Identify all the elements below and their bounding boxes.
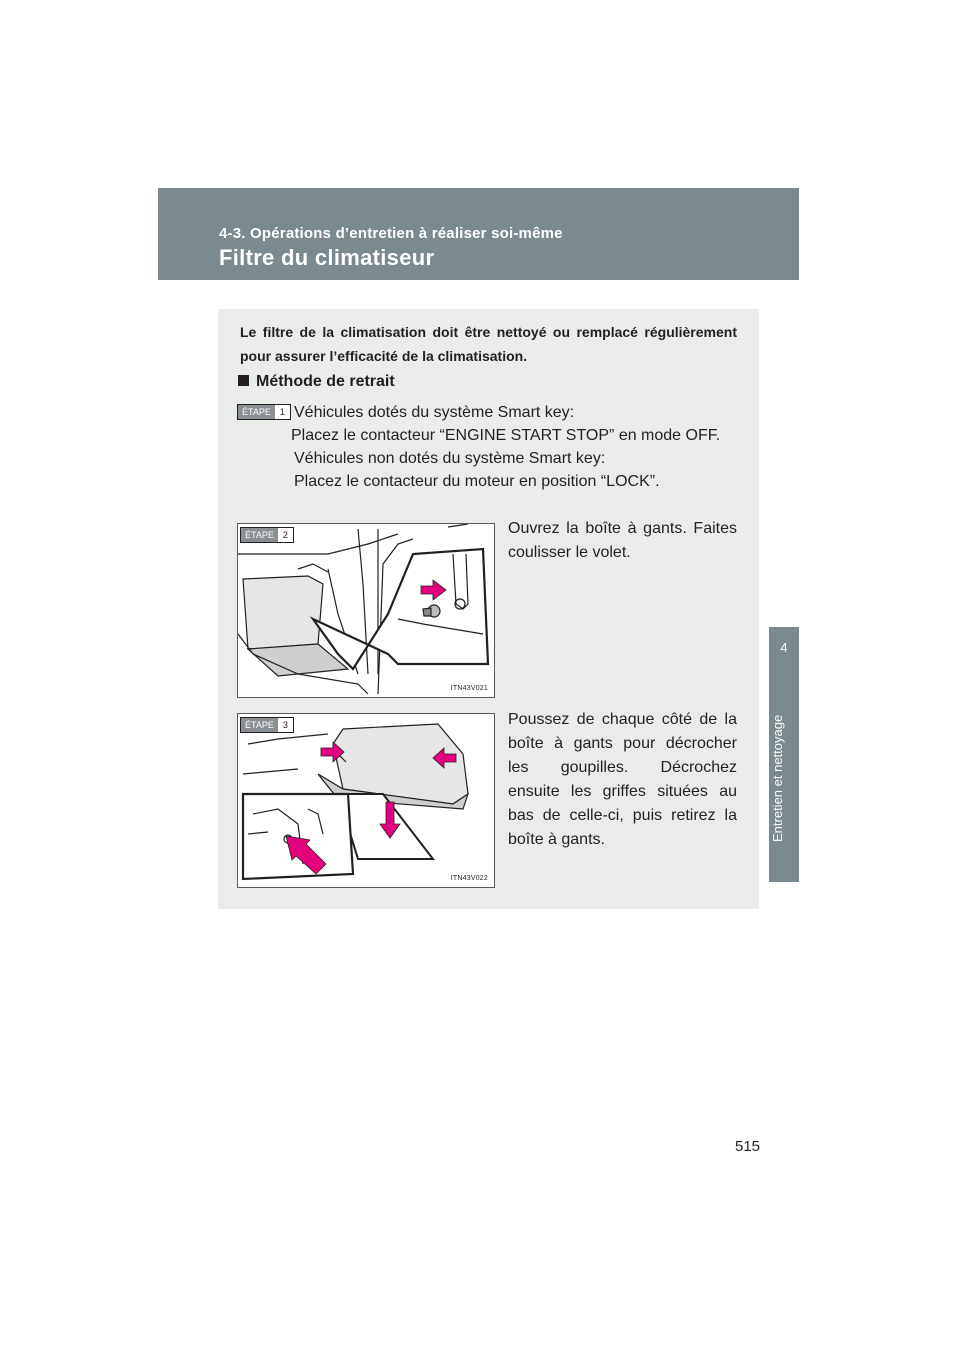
glovebox-open-illustration [238, 524, 494, 697]
subheading-text: Méthode de retrait [256, 373, 395, 390]
step-3-text: Poussez de chaque côté de la boîte à gants pour décrocher les goupilles. Décrochez ensuite les griffes situées au bas de celle-ci, puis retirez la boîte à gants. [508, 711, 737, 848]
page-title: Filtre du climatiseur [219, 245, 435, 270]
step-label: ÉTAPE [241, 528, 278, 542]
subheading [238, 373, 395, 391]
intro-text: Le filtre de la climatisation doit être nettoyé ou remplacé régulièrement pour assurer l’efficacité de la climatisation. [240, 324, 737, 364]
chapter-label: Entretien et nettoyage [770, 714, 785, 842]
step-1-block [291, 401, 737, 493]
step-2-illustration [237, 523, 495, 698]
step-1-line-3: Véhicules non dotés du système Smart key: [294, 450, 606, 467]
chapter-side-tab [769, 627, 799, 882]
step-1-line-4: Placez le contacteur du moteur en position “LOCK”. [294, 473, 660, 490]
step-1-line-2: Placez le contacteur “ENGINE START STOP” en mode OFF. [291, 427, 721, 444]
step-2-badge [240, 527, 294, 543]
step-label: ÉTAPE [241, 718, 278, 732]
step-number: 3 [282, 720, 288, 730]
step-3-illustration [237, 713, 495, 888]
chapter-number: 4 [780, 640, 788, 655]
step-3-badge [240, 717, 294, 733]
figure-code: ITN43V021 [450, 685, 488, 692]
step-number: 1 [279, 407, 285, 417]
step-1-line-1: Véhicules dotés du système Smart key: [294, 404, 575, 421]
page-number: 515 [735, 1138, 761, 1155]
square-bullet-icon [238, 375, 249, 386]
step-label: ÉTAPE [238, 405, 275, 419]
step-number: 2 [282, 530, 288, 540]
figure-code: ITN43V022 [450, 875, 488, 882]
glovebox-removal-illustration [238, 714, 494, 887]
chapter-header [158, 188, 799, 280]
content-panel [218, 309, 759, 909]
step-1-badge [237, 404, 291, 420]
step-2-text: Ouvrez la boîte à gants. Faites coulisser le volet. [508, 520, 737, 561]
section-title: 4-3. Opérations d’entretien à réaliser soi-même [219, 225, 563, 242]
